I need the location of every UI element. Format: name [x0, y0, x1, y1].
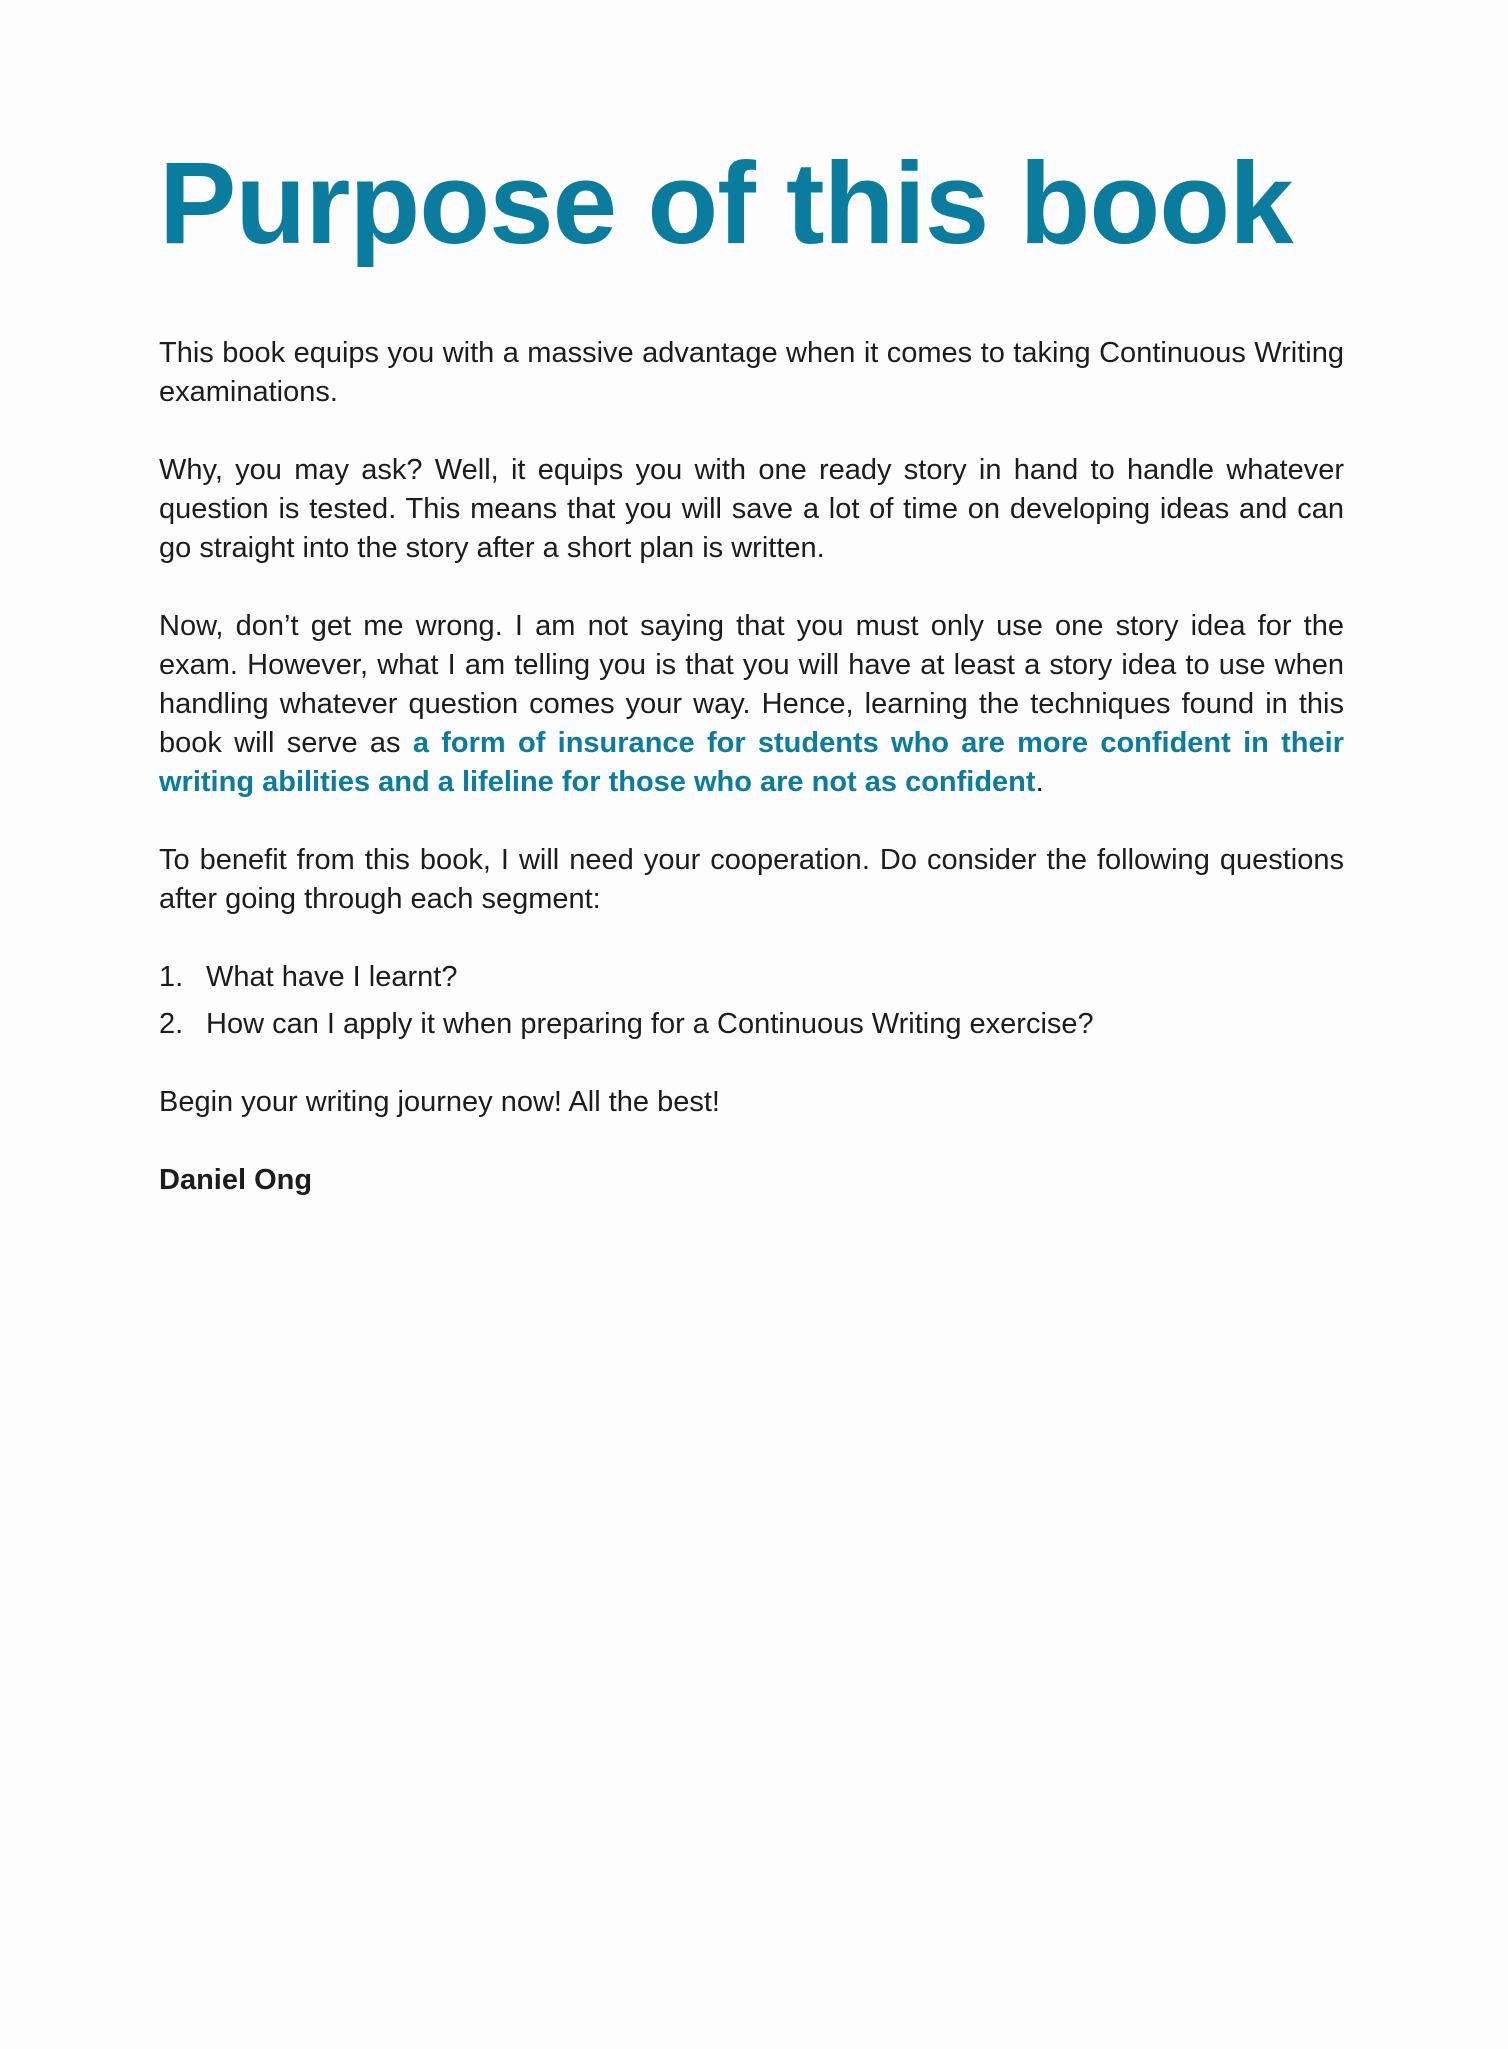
paragraph-why: Why, you may ask? Well, it equips you with one ready story in hand to handle whatever question is tested. This means that you will save a lot of time on developing ideas and can go straight into the story after a short plan is written.: [159, 454, 1344, 564]
highlighted-phrase: a form of insurance for students who are more confident in their writing abilities and a lifeline for those who are not as confident: [159, 727, 1344, 798]
paragraph-insurance-end: .: [1035, 766, 1044, 798]
page-title: Purpose of this book: [159, 138, 1293, 268]
paragraph-closing: Begin your writing journey now! All the best!: [159, 1086, 720, 1118]
list-item: [159, 1005, 1344, 1044]
list-item-text: What have I learnt?: [206, 961, 458, 993]
list-item-text: How can I apply it when preparing for a Continuous Writing exercise?: [206, 1008, 1094, 1040]
paragraph-cooperation: To benefit from this book, I will need your cooperation. Do consider the following questions after going through each segment:: [159, 844, 1344, 915]
list-item: [159, 958, 1344, 997]
page-content: [159, 138, 1344, 1239]
paragraph-insurance-text: Now, don’t get me wrong. I am not saying that you must only use one story idea for the exam. However, what I am telling you is that you will have at least a story idea to use when handling whatever question comes your way. Hence, learning the techniques found in this book will serve as: [159, 610, 1344, 759]
paragraph-insurance: [159, 607, 1344, 802]
paragraph-intro: This book equips you with a massive advantage when it comes to taking Continuous Writing examinations.: [159, 337, 1344, 408]
author-signature: Daniel Ong: [159, 1164, 313, 1196]
list-item-number: 2.: [159, 1008, 184, 1040]
body-text: [159, 334, 1344, 1200]
question-list: [159, 958, 1344, 1044]
list-item-number: 1.: [159, 961, 184, 993]
